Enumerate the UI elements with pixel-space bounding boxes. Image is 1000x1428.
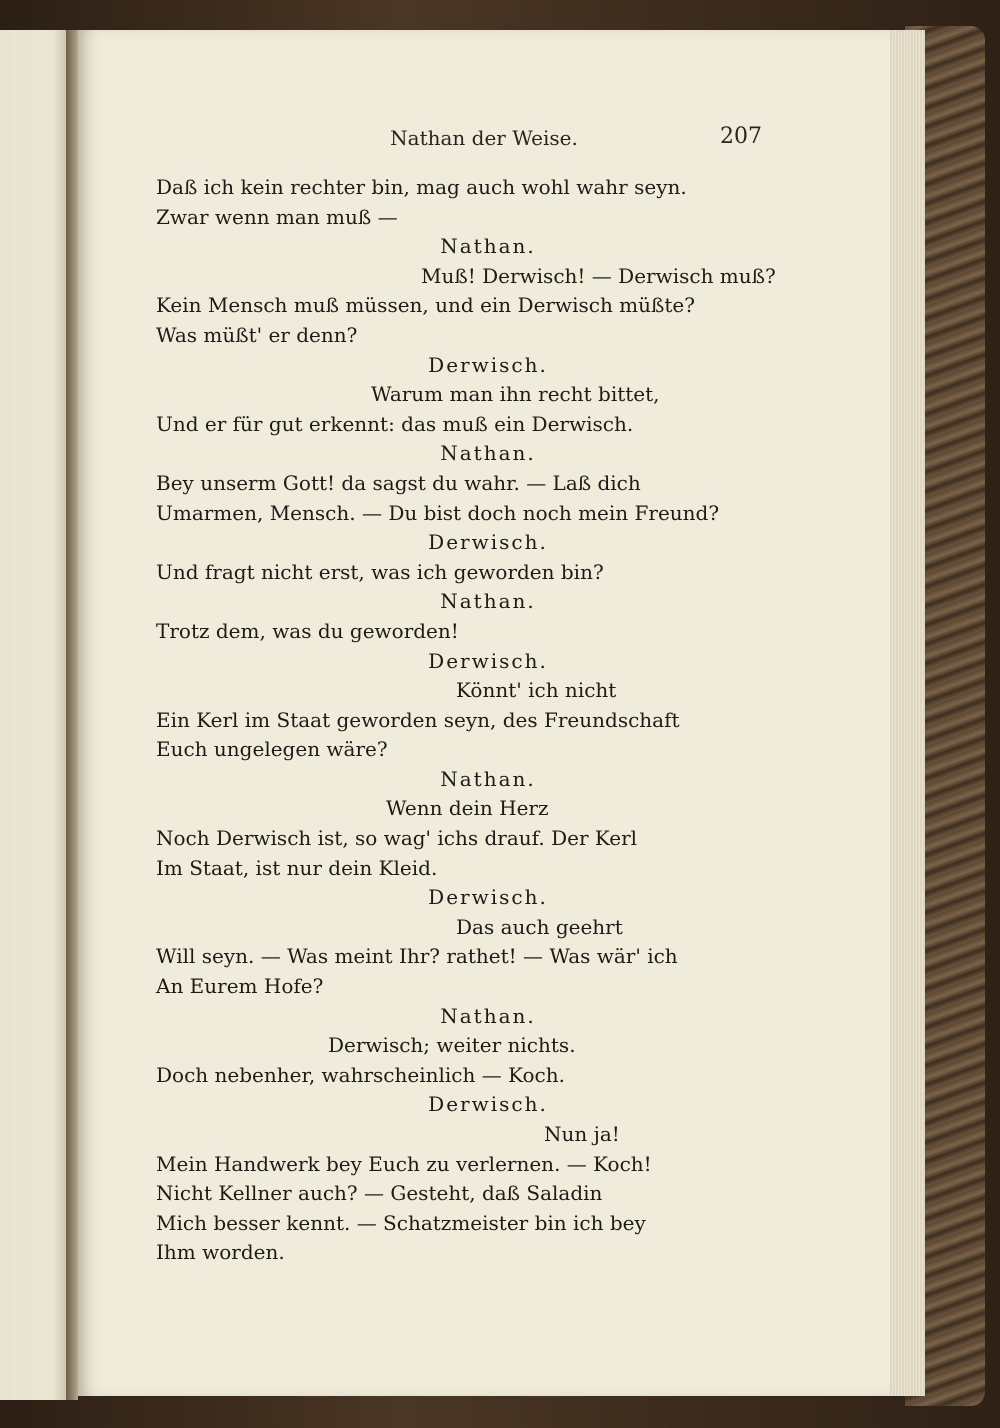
verse-line: Ein Kerl im Staat geworden seyn, des Freundschaft <box>156 707 680 732</box>
verse-line: Nicht Kellner auch? — Gesteht, daß Saladin <box>156 1181 603 1206</box>
verse-line: Was müßt' er denn? <box>156 322 358 347</box>
verse-line: Und er für gut erkennt: das muß ein Derwisch. <box>156 411 634 436</box>
speaker-name: Nathan. <box>440 589 536 614</box>
verse-line: Daß ich kein rechter bin, mag auch wohl wahr seyn. <box>156 175 687 199</box>
left-page <box>0 30 68 1400</box>
verse-line: Derwisch; weiter nichts. <box>328 1033 576 1058</box>
verse-line: Könnt' ich nicht <box>456 678 617 703</box>
verse-line: Im Staat, ist nur dein Kleid. <box>156 855 438 880</box>
verse-line: Nun ja! <box>544 1122 620 1146</box>
verse-line: Umarmen, Mensch. — Du bist doch noch mein Freund? <box>156 500 720 525</box>
right-page <box>78 30 890 1396</box>
verse-line: Will seyn. — Was meint Ihr? rathet! — Was wär' ich <box>156 944 678 969</box>
verse-line: Zwar wenn man muß — <box>156 204 398 229</box>
verse-line: Mein Handwerk bey Euch zu verlernen. — Koch! <box>156 1151 652 1176</box>
speaker-name: Nathan. <box>440 441 536 466</box>
verse-line: Noch Derwisch ist, so wag' ichs drauf. Der Kerl <box>156 826 638 851</box>
speaker-name: Nathan. <box>440 766 536 791</box>
verse-line: Euch ungelegen wäre? <box>156 737 388 762</box>
verse-line: Trotz dem, was du geworden! <box>156 618 459 643</box>
speaker-name: Derwisch. <box>428 885 548 910</box>
page-number: 207 <box>720 124 762 149</box>
book-gutter <box>66 30 78 1400</box>
verse-line: Mich besser kennt. — Schatzmeister bin ich bey <box>156 1210 646 1235</box>
verse-line: Ihm worden. <box>156 1240 285 1265</box>
verse-line: Wenn dein Herz <box>386 796 549 821</box>
verse-line: Muß! Derwisch! — Derwisch muß? <box>421 263 776 288</box>
speaker-name: Nathan. <box>440 234 536 259</box>
verse-line: Warum man ihn recht bittet, <box>371 382 660 407</box>
speaker-name: Derwisch. <box>428 352 548 377</box>
verse-line: Doch nebenher, wahrscheinlich — Koch. <box>156 1062 565 1087</box>
verse-line: Das auch geehrt <box>456 914 623 939</box>
speaker-name: Derwisch. <box>428 648 548 673</box>
speaker-name: Nathan. <box>440 1003 536 1028</box>
verse-line: Kein Mensch muß müssen, und ein Derwisch müßte? <box>156 293 695 318</box>
verse-line: Und fragt nicht erst, was ich geworden bin? <box>156 559 604 584</box>
verse-text-block <box>156 173 796 1268</box>
verse-line: An Eurem Hofe? <box>156 974 324 999</box>
page-edges <box>885 30 925 1396</box>
speaker-name: Derwisch. <box>428 530 548 555</box>
running-title: Nathan der Weise. <box>390 126 578 150</box>
speaker-name: Derwisch. <box>428 1092 548 1117</box>
verse-line: Bey unserm Gott! da sagst du wahr. — Laß dich <box>156 470 641 495</box>
